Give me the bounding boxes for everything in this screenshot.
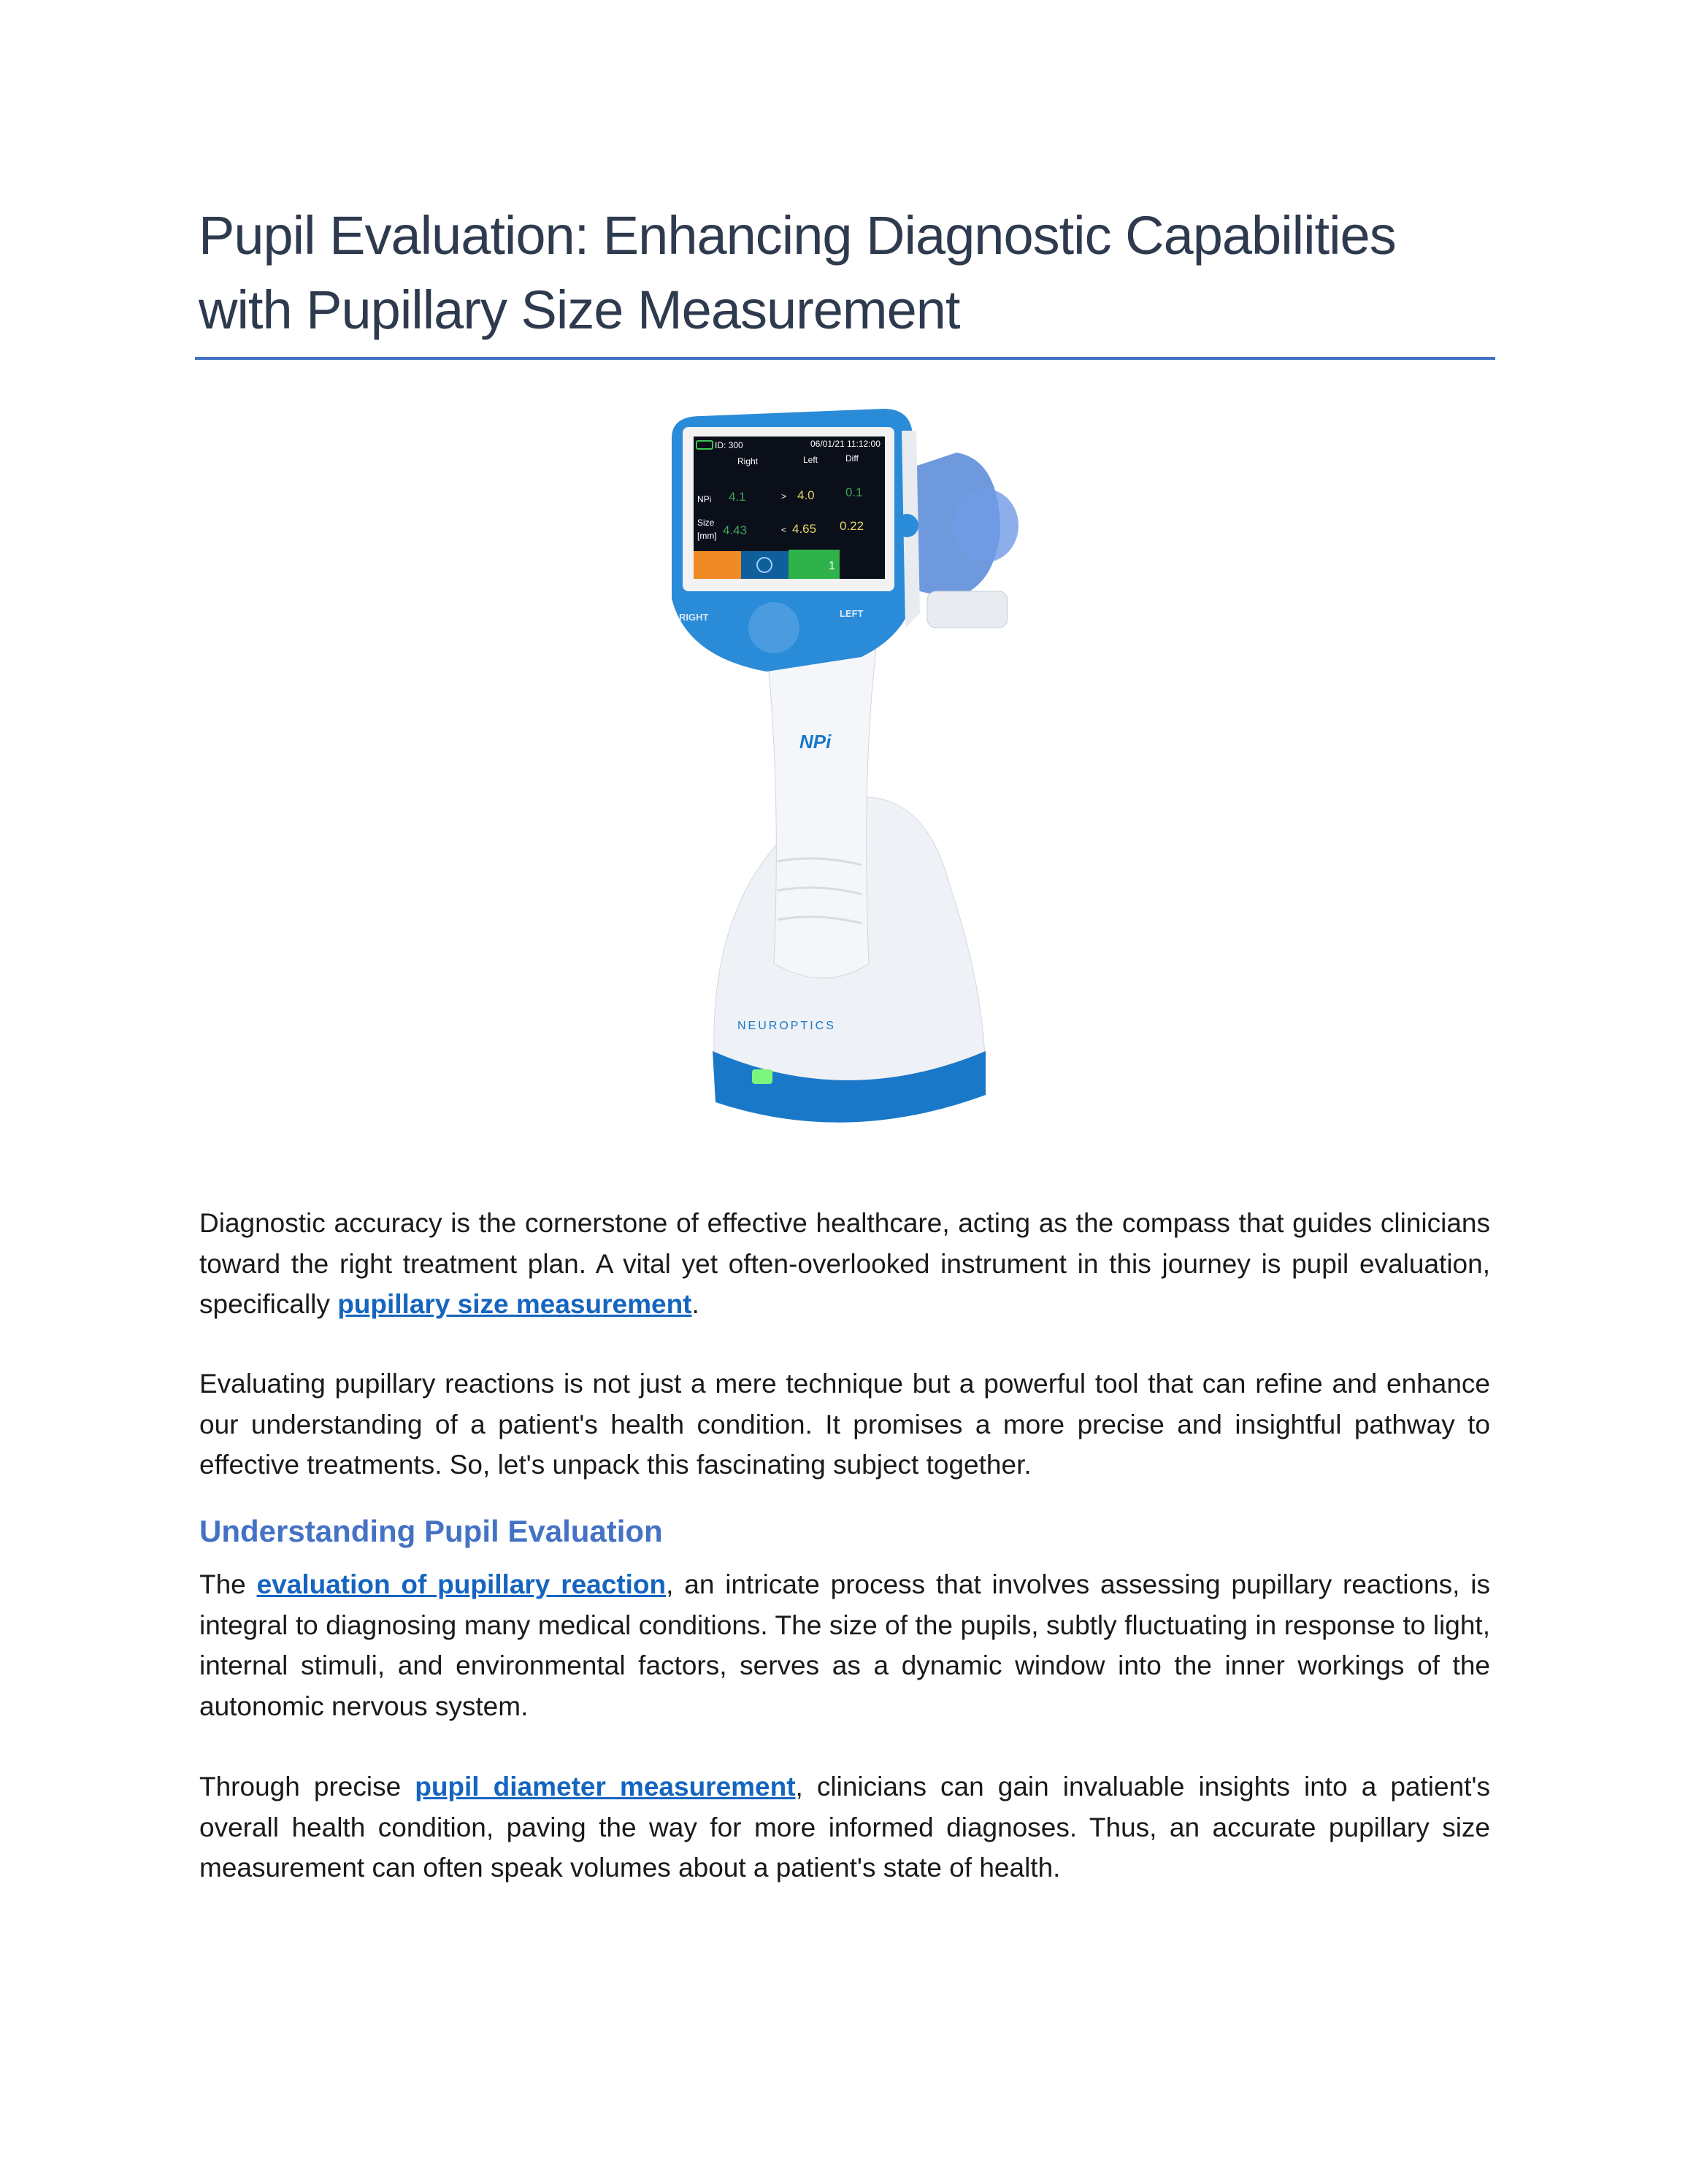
link-pupil-diameter-measurement[interactable]: pupil diameter measurement xyxy=(415,1772,796,1802)
screen-row2-diff: 0.22 xyxy=(840,519,864,533)
brand-logo: NEUROPTICS xyxy=(737,1020,836,1032)
link-evaluation-of-pupillary-reaction[interactable]: evaluation of pupillary reaction xyxy=(256,1569,667,1599)
paragraph-text: The xyxy=(199,1569,257,1599)
paragraph-intro xyxy=(199,1203,1490,1325)
pupillometer-image xyxy=(642,409,1051,1146)
screen-col-left: Left xyxy=(803,455,818,465)
screen-id: ID: 300 xyxy=(715,440,743,450)
screen-datetime: 06/01/21 11:12:00 xyxy=(810,439,881,449)
screen-row1-left: 4.0 xyxy=(797,488,815,502)
screen-col-diff: Diff xyxy=(845,453,859,464)
right-button-label: RIGHT xyxy=(679,612,709,623)
paragraph-text: , clinicians can gain invaluable insights into a patient's overall health condition, paving the way for more informed diagnoses. Thus, an accurate pupillary size measurement can often speak volumes about a patient's state of health. xyxy=(199,1772,1490,1883)
delete-icon xyxy=(694,551,741,579)
paragraph-text: . xyxy=(691,1289,699,1319)
paragraph-text: Evaluating pupillary reactions is not just a mere technique but a powerful tool that can refine and enhance our understanding of a patient's health condition. It promises a more precise and insightful pathway to effective treatments. So, let's unpack this fascinating subject together. xyxy=(199,1369,1490,1480)
screen-row2-right: 4.43 xyxy=(723,523,748,537)
paragraph-text: , an intricate process that involves assessing pupillary reactions, is integral to diagnosing many medical conditions. The size of the pupils, subtly fluctuating in response to light, internal stimuli, and environmental factors, serves as a dynamic window into the inner workings of the autonomic nervous system. xyxy=(199,1569,1490,1721)
screen-col-right: Right xyxy=(737,456,759,466)
screen-row2-unit: [mm] xyxy=(697,531,717,541)
paragraph-reactions xyxy=(199,1364,1490,1485)
screen-row1-label: NPi xyxy=(697,494,712,504)
paragraph-text: Through precise xyxy=(199,1772,415,1802)
section-heading: Understanding Pupil Evaluation xyxy=(199,1514,663,1548)
page-title: Pupil Evaluation: Enhancing Diagnostic Capabilities with Pupillary Size Measurement xyxy=(199,205,1396,340)
screen-row2-label: Size xyxy=(697,518,715,528)
screen-count: 1 xyxy=(829,560,835,572)
screen-row1-diff: 0.1 xyxy=(845,485,863,499)
title-divider xyxy=(195,357,1495,360)
left-button-label: LEFT xyxy=(840,608,864,619)
paragraph-text: Diagnostic accuracy is the cornerstone of effective healthcare, acting as the compass that guides clinicians toward the right treatment plan. A vital yet often-overlooked instrument in this journey is pupil evaluation, specifically xyxy=(199,1208,1490,1319)
screen-row1-cmp: > xyxy=(781,491,787,501)
screen-row1-right: 4.1 xyxy=(729,490,746,504)
paragraph-diameter xyxy=(199,1766,1490,1888)
screen-row2-left: 4.65 xyxy=(792,522,817,536)
status-led xyxy=(752,1069,772,1084)
paragraph-evaluation xyxy=(199,1564,1490,1726)
link-pupillary-size-measurement[interactable]: pupillary size measurement xyxy=(337,1289,692,1319)
npi-logo: NPi xyxy=(799,731,832,753)
screen-row2-cmp: < xyxy=(781,525,787,535)
